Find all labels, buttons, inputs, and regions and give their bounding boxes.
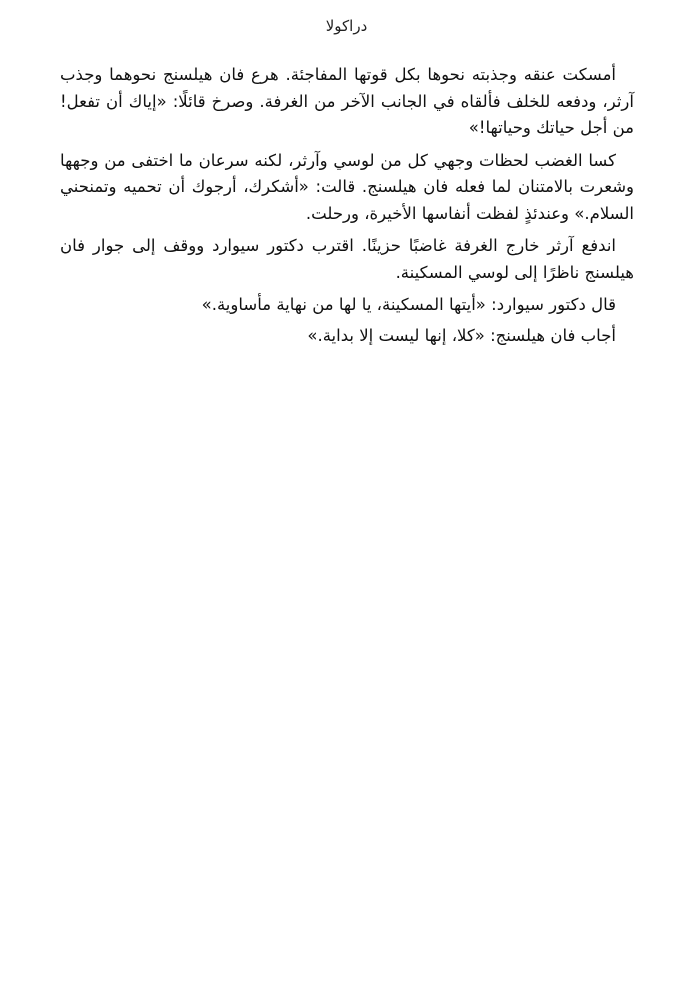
paragraph-1: أمسكت عنقه وجذبته نحوها بكل قوتها المفاجئة. هرع فان هيلسنج نحوهما وجذب آرثر، ودفعه للخلف فألقاه في الجانب الآخر من الغرفة. وصرخ قائلًا: «إياك أن تفعل! من أجل حياتك وحياتها!»	[60, 65, 634, 137]
paragraph-4: قال دكتور سيوارد: «أيتها المسكينة، يا لها من نهاية مأساوية.»	[201, 295, 616, 314]
paragraph-3: اندفع آرثر خارج الغرفة غاضبًا حزينًا. اقترب دكتور سيوارد ووقف إلى جوار فان هيلسنج ناظرًا إلى لوسي المسكينة.	[60, 236, 634, 282]
paragraph-5: أجاب فان هيلسنج: «كلا، إنها ليست إلا بداية.»	[307, 325, 616, 345]
paragraph-2: كسا الغضب لحظات وجهي كل من لوسي وآرثر، لكنه سرعان ما اختفى من وجهها وشعرت بالامتنان لما فعله فان هيلسنج. قالت: «أشكرك، أرجوك أن تحميه وتمنحني السلام.» وعندئذٍ لفظت أنفاسها الأخيرة، ورحلت.	[60, 150, 634, 223]
page-body	[60, 62, 634, 353]
running-header-title: دراكولا	[325, 17, 368, 35]
